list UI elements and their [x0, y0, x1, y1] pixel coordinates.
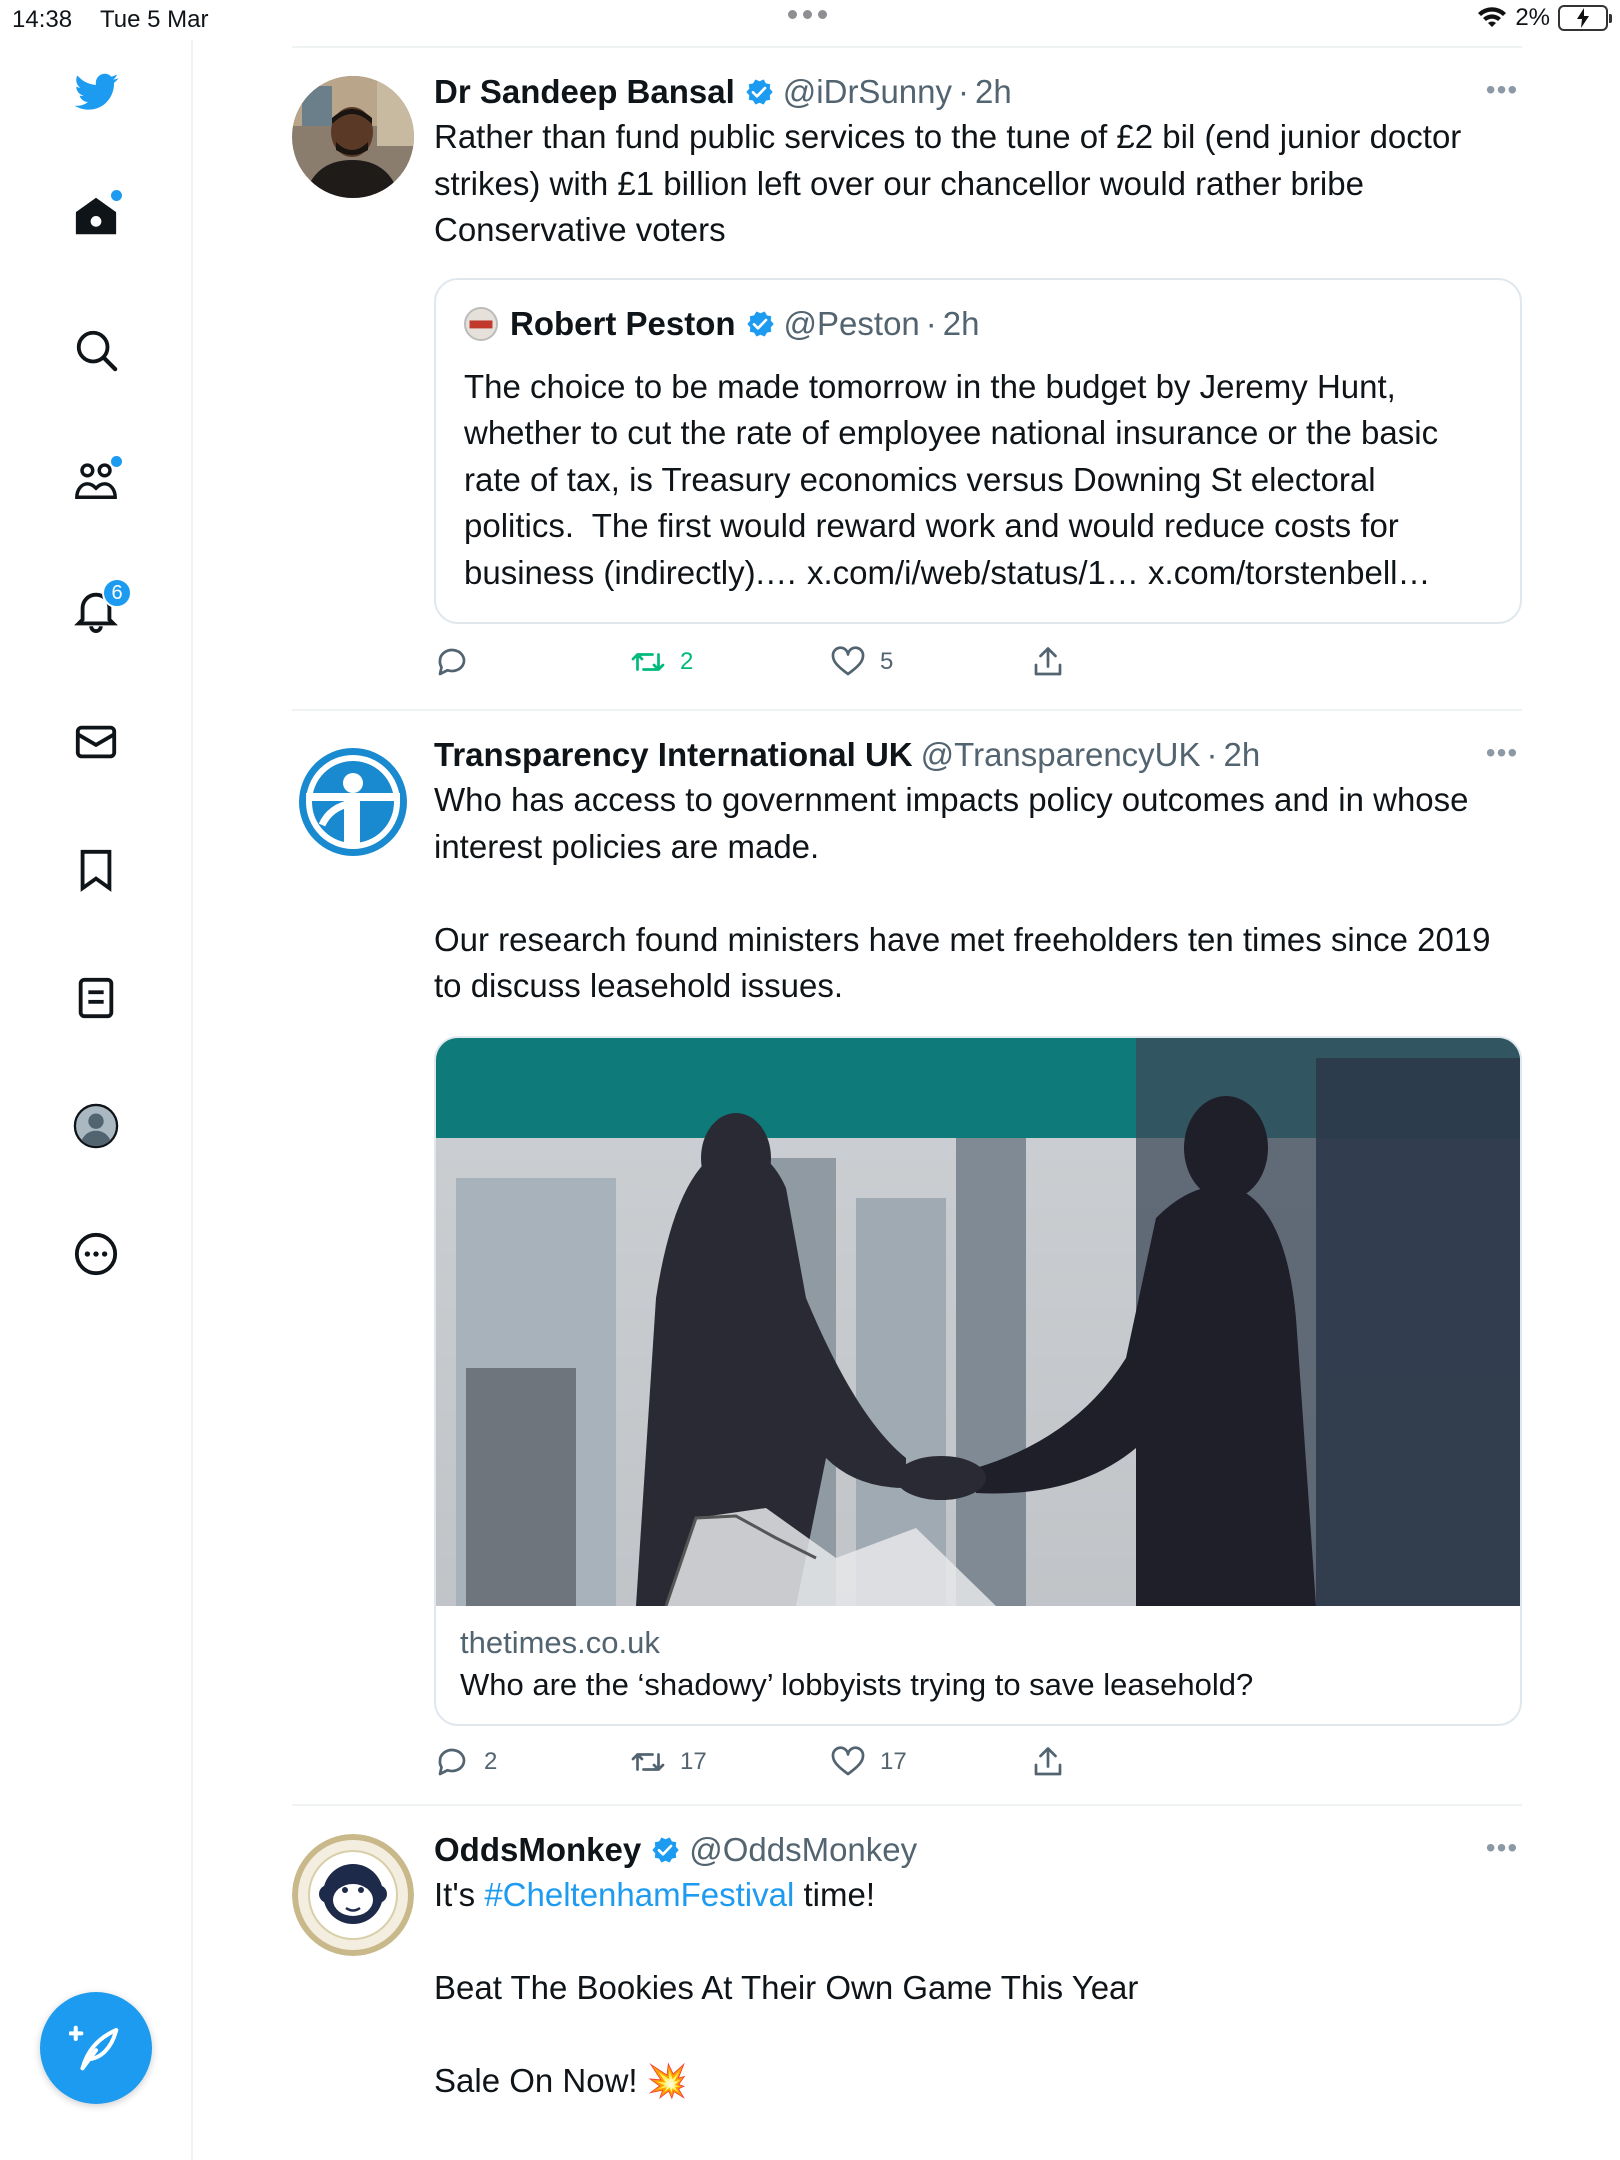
profile-icon[interactable] — [70, 1100, 122, 1152]
tweet-text-rest: Beat The Bookies At Their Own Game This Year Sale On Now! 💥 — [434, 1969, 1139, 2099]
reply-count: 2 — [484, 1747, 498, 1775]
retweet-icon — [630, 644, 666, 680]
dot-separator: · — [925, 304, 937, 342]
list-icon[interactable] — [70, 972, 122, 1024]
quote-avatar[interactable] — [464, 307, 498, 341]
like-button[interactable] — [830, 1744, 907, 1780]
home-notification-dot — [111, 190, 122, 201]
more-options-icon[interactable]: ••• — [1485, 74, 1519, 105]
retweet-button[interactable] — [630, 644, 693, 680]
retweet-button[interactable] — [630, 1744, 707, 1780]
reply-icon — [434, 644, 470, 680]
notifications-badge: 6 — [102, 578, 132, 608]
communities-notification-dot — [111, 456, 122, 467]
compose-tweet-button[interactable] — [40, 1992, 152, 2104]
communities-icon[interactable] — [70, 454, 122, 506]
heart-icon — [830, 644, 866, 680]
author-name[interactable]: Dr Sandeep Bansal — [434, 73, 735, 110]
quote-author-name[interactable]: Robert Peston — [510, 304, 736, 342]
share-icon — [1030, 1744, 1066, 1780]
share-button[interactable] — [1030, 1744, 1066, 1780]
like-count: 17 — [880, 1747, 907, 1775]
author-name[interactable]: Transparency International UK — [434, 736, 913, 773]
author-handle[interactable]: @iDrSunny — [782, 73, 953, 110]
status-bar — [0, 0, 1620, 40]
avatar[interactable] — [292, 741, 414, 863]
wifi-icon — [1477, 6, 1507, 30]
tweet-header — [434, 733, 1522, 777]
reply-button[interactable] — [434, 1744, 497, 1780]
reply-button[interactable] — [434, 644, 484, 680]
share-button[interactable] — [1030, 644, 1066, 680]
home-icon[interactable] — [70, 190, 122, 242]
status-time: 14:38 — [12, 6, 73, 33]
compose-tweet-icon — [69, 2021, 123, 2075]
tweet-text: Who has access to government impacts policy outcomes and in whose interest policies are made. Our research found ministers have met freeholders ten times since 2019 to discuss leasehold issues. — [434, 781, 1491, 1004]
verified-badge-icon — [649, 1834, 681, 1866]
reply-icon — [434, 1744, 470, 1780]
divider — [292, 709, 1522, 711]
like-count: 5 — [880, 648, 894, 675]
retweet-count: 17 — [680, 1747, 707, 1775]
more-options-icon[interactable]: ••• — [1485, 737, 1519, 768]
quoted-tweet[interactable] — [434, 278, 1522, 625]
retweet-icon — [630, 1744, 666, 1780]
bell-icon[interactable] — [70, 581, 123, 636]
tweet-header — [434, 1828, 1522, 1872]
card-title: Who are the ‘shadowy’ lobbyists trying to save leasehold? — [460, 1666, 1254, 1702]
mail-icon[interactable] — [70, 716, 122, 768]
divider — [292, 46, 1522, 48]
author-handle[interactable]: @TransparencyUK — [920, 736, 1201, 773]
verified-badge-icon — [744, 308, 776, 340]
tweet-time[interactable]: 2h — [975, 73, 1012, 110]
more-options-icon[interactable]: ••• — [1485, 1832, 1519, 1863]
share-icon — [1030, 644, 1066, 680]
quote-author-handle[interactable]: @Peston — [783, 304, 920, 342]
quote-text: The choice to be made tomorrow in the budget by Jeremy Hunt, whether to cut the rate of employee national insurance or the basic rate of tax, is Treasury economics versus Downing St electoral politics. The first would reward work and would reduce costs for business (indirectly).… x.com/i/web/status/1… x.com/torstenbell… — [464, 367, 1448, 591]
multitasking-dots-icon[interactable] — [788, 10, 827, 19]
verified-badge-icon — [743, 76, 775, 108]
tweet-actions — [434, 644, 1522, 696]
tweet-time[interactable]: 2h — [1223, 736, 1261, 773]
author-handle[interactable]: @OddsMonkey — [689, 1831, 918, 1868]
dot-separator: · — [1206, 736, 1218, 773]
card-domain: thetimes.co.uk — [460, 1624, 660, 1660]
card-meta — [436, 1606, 1520, 1724]
search-icon[interactable] — [70, 324, 122, 376]
tweet-text — [434, 1872, 1522, 1919]
tweet-text-before: It's — [434, 1876, 485, 1913]
quote-header — [464, 302, 1492, 346]
tweet-header — [434, 70, 1522, 114]
divider — [292, 1804, 1522, 1806]
card-image-handshake — [436, 1038, 1520, 1606]
more-circle-icon[interactable] — [70, 1228, 122, 1280]
tweet-text-after: time! — [794, 1876, 875, 1913]
quote-time: 2h — [942, 304, 980, 342]
bookmark-icon[interactable] — [70, 844, 122, 896]
avatar[interactable] — [292, 76, 414, 198]
status-date: Tue 5 Mar — [100, 6, 209, 33]
status-right — [1477, 4, 1608, 32]
like-button[interactable] — [830, 644, 893, 680]
battery-percent: 2% — [1515, 4, 1550, 31]
avatar[interactable] — [292, 1834, 414, 1956]
battery-charging-icon — [1558, 5, 1608, 31]
tweet-actions — [434, 1744, 1522, 1796]
tweet-text: Rather than fund public services to the tune of £2 bil (end junior doctor strikes) with £1 billion left over our chancellor would rather bribe Conservative voters — [434, 118, 1471, 248]
dot-separator: · — [958, 73, 970, 110]
author-name[interactable]: OddsMonkey — [434, 1831, 642, 1868]
twitter-bird-icon[interactable] — [70, 66, 122, 118]
retweet-count: 2 — [680, 648, 694, 675]
heart-icon — [830, 1744, 866, 1780]
sidebar — [0, 40, 193, 2160]
hashtag-link[interactable]: #CheltenhamFestival — [484, 1876, 795, 1913]
link-card[interactable] — [434, 1036, 1522, 1726]
